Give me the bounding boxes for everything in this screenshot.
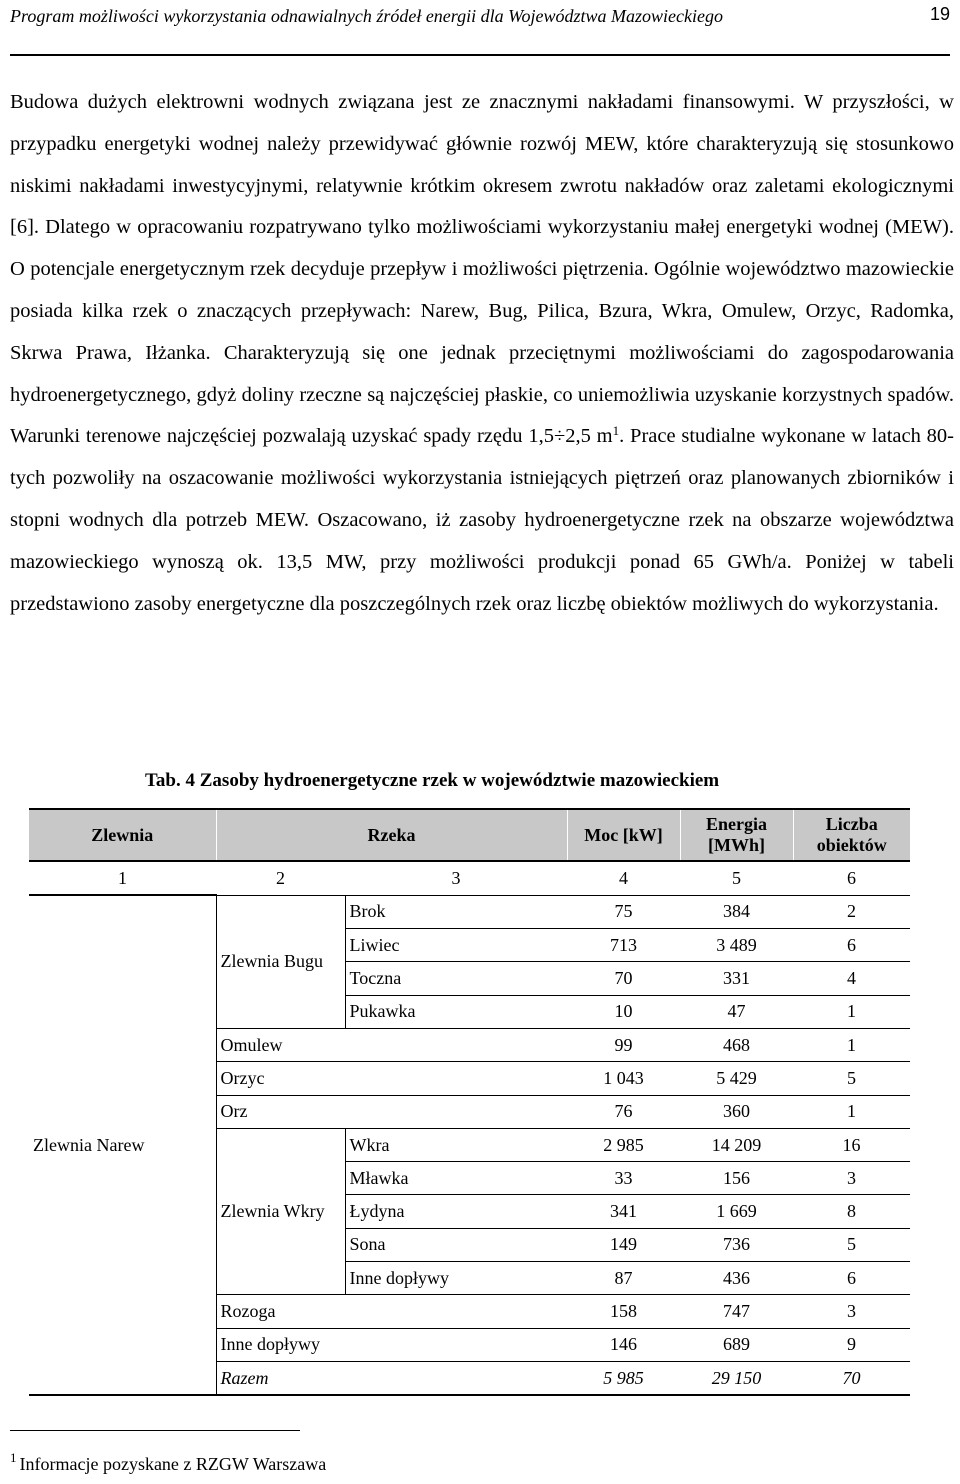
table-row (29, 895, 910, 928)
river-name: Mławka (345, 1162, 567, 1195)
energy-value: 436 (723, 1267, 750, 1288)
total-energy: 29 150 (711, 1367, 762, 1388)
energy-value: 331 (723, 968, 750, 989)
power-value: 75 (614, 901, 633, 922)
footnote (10, 1450, 326, 1475)
power-value: 76 (614, 1101, 633, 1122)
subgroup-zlewnia-bugu (216, 895, 345, 1028)
header-moc: Moc [kW] (567, 809, 680, 861)
count-value: 1 (847, 1034, 856, 1055)
col-number: 3 (451, 867, 461, 888)
energy-value: 747 (723, 1301, 750, 1321)
total-count: 70 (842, 1367, 861, 1388)
power-value: 10 (614, 1001, 633, 1022)
count-value: 9 (847, 1334, 856, 1355)
footnote-marker: 1 (10, 1450, 17, 1465)
river-name: Omulew (216, 1028, 567, 1061)
header-liczba: Liczba obiektów (793, 809, 910, 861)
subgroup-label: Zlewnia Wkry (220, 1201, 325, 1222)
energy-value: 14 209 (711, 1134, 762, 1155)
group-zlewnia-narew: Zlewnia Narew (29, 895, 216, 1395)
total-label: Razem (216, 1361, 567, 1395)
table-header-row (29, 809, 910, 861)
column-number-row (29, 861, 910, 895)
count-value: 6 (847, 1267, 856, 1288)
power-value: 2 985 (603, 1134, 644, 1155)
power-value: 146 (610, 1334, 637, 1355)
energy-value: 689 (723, 1334, 750, 1355)
col-number: 6 (847, 867, 856, 888)
subgroup-zlewnia-wkry (216, 1128, 345, 1294)
river-name: Toczna (345, 962, 567, 995)
river-name: Liwiec (345, 929, 567, 962)
count-value: 3 (847, 1301, 856, 1321)
count-value: 5 (847, 1234, 856, 1255)
footnote-text: Informacje pozyskane z RZGW Warszawa (19, 1454, 327, 1474)
count-value: 6 (847, 934, 856, 955)
energy-value: 156 (723, 1167, 750, 1188)
energy-value: 468 (723, 1034, 750, 1055)
power-value: 713 (610, 934, 637, 955)
table-caption: Tab. 4 Zasoby hydroenergetyczne rzek w województwie mazowieckiem (145, 770, 720, 791)
document-title: Program możliwości wykorzystania odnawialnych źródeł energii dla Województwa Mazowieckiego (10, 6, 723, 26)
river-name: Wkra (345, 1128, 567, 1161)
energy-value: 5 429 (716, 1067, 757, 1088)
river-name: Rozoga (216, 1295, 567, 1328)
hydro-resources-table (29, 808, 910, 1396)
river-name: Orzyc (216, 1062, 567, 1095)
river-name: Brok (345, 895, 567, 928)
body-text-part-2: . Prace studialne wykonane w latach 80-tych pozwoliły na oszacowanie możliwości wykorzystania istniejących piętrzeń oraz planowanych zbiorników i stopni wodnych dla potrzeb MEW. Oszacowano, iż zasoby hydroenergetyczne rzek na obszarze województwa mazowieckiego wynoszą ok. 13,5 MW, przy możliwości produkcji ponad 65 GWh/a. Poniżej w tabeli przedstawiono zasoby energetyczne dla poszczególnych rzek oraz liczbę obiektów możliwych do wykorzystania. (10, 425, 954, 615)
total-power: 5 985 (603, 1367, 644, 1388)
power-value: 341 (610, 1201, 637, 1222)
col-number: 1 (118, 867, 127, 888)
footnote-reference[interactable]: 1 (612, 423, 620, 439)
power-value: 87 (614, 1267, 633, 1288)
page-header (10, 0, 950, 56)
energy-value: 736 (723, 1234, 750, 1255)
energy-value: 1 669 (716, 1201, 757, 1222)
subgroup-label: Zlewnia Bugu (220, 951, 323, 972)
count-value: 4 (847, 968, 856, 989)
col-number: 4 (619, 867, 628, 888)
header-rzeka: Rzeka (216, 809, 567, 861)
col-number: 5 (732, 867, 741, 888)
count-value: 16 (842, 1134, 861, 1155)
header-zlewnia: Zlewnia (29, 809, 216, 861)
power-value: 33 (614, 1167, 633, 1188)
energy-value: 360 (723, 1101, 750, 1122)
count-value: 3 (847, 1167, 856, 1188)
river-name: Łydyna (345, 1195, 567, 1228)
count-value: 1 (847, 1101, 856, 1122)
footnote-divider (10, 1430, 300, 1431)
power-value: 149 (610, 1234, 637, 1255)
energy-value: 3 489 (716, 934, 757, 955)
header-energia: Energia [MWh] (680, 809, 793, 861)
power-value: 1 043 (603, 1067, 644, 1088)
river-name: Inne dopływy (345, 1262, 567, 1295)
energy-value: 384 (723, 901, 750, 922)
count-value: 8 (847, 1201, 856, 1222)
count-value: 2 (847, 901, 856, 922)
power-value: 70 (614, 968, 633, 989)
energy-value: 47 (727, 1001, 746, 1022)
river-name: Inne dopływy (216, 1328, 567, 1361)
river-name: Pukawka (345, 995, 567, 1028)
page-number: 19 (929, 4, 950, 24)
power-value: 158 (610, 1301, 637, 1321)
power-value: 99 (614, 1034, 633, 1055)
count-value: 5 (847, 1067, 856, 1088)
river-name: Sona (345, 1228, 567, 1261)
count-value: 1 (847, 1001, 856, 1022)
river-name: Orz (216, 1095, 567, 1128)
body-text-part-1: Budowa dużych elektrowni wodnych związana jest ze znacznymi nakładami finansowymi. W przyszłości, w przypadku energetyki wodnej należy przewidywać głównie rozwój MEW, które charakteryzują się stosunkowo niskimi nakładami inwestycyjnymi, relatywnie krótkim okresem zwrotu nakładów oraz zaletami ekologicznymi [6]. Dlatego w opracowaniu rozpatrywano tylko możliwościami wykorzystaniu małej energetyki wodnej (MEW). O potencjale energetycznym rzek decyduje przepływ i możliwości piętrzenia. Ogólnie województwo mazowieckie posiada kilka rzek o znaczących przepływach: Narew, Bug, Pilica, Bzura, Wkra, Omulew, Orzyc, Radomka, Skrwa Prawa, Iłżanka. Charakteryzują się one jednak przeciętnymi możliwościami do zagospodarowania hydroenergetycznego, gdyż doliny rzeczne są najczęściej płaskie, co uniemożliwia uzyskanie korzystnych spadów. Warunki terenowe najczęściej pozwalają uzyskać spady rzędu 1,5÷2,5 m (10, 91, 954, 448)
col-number: 2 (276, 867, 285, 888)
body-paragraph (10, 82, 954, 625)
